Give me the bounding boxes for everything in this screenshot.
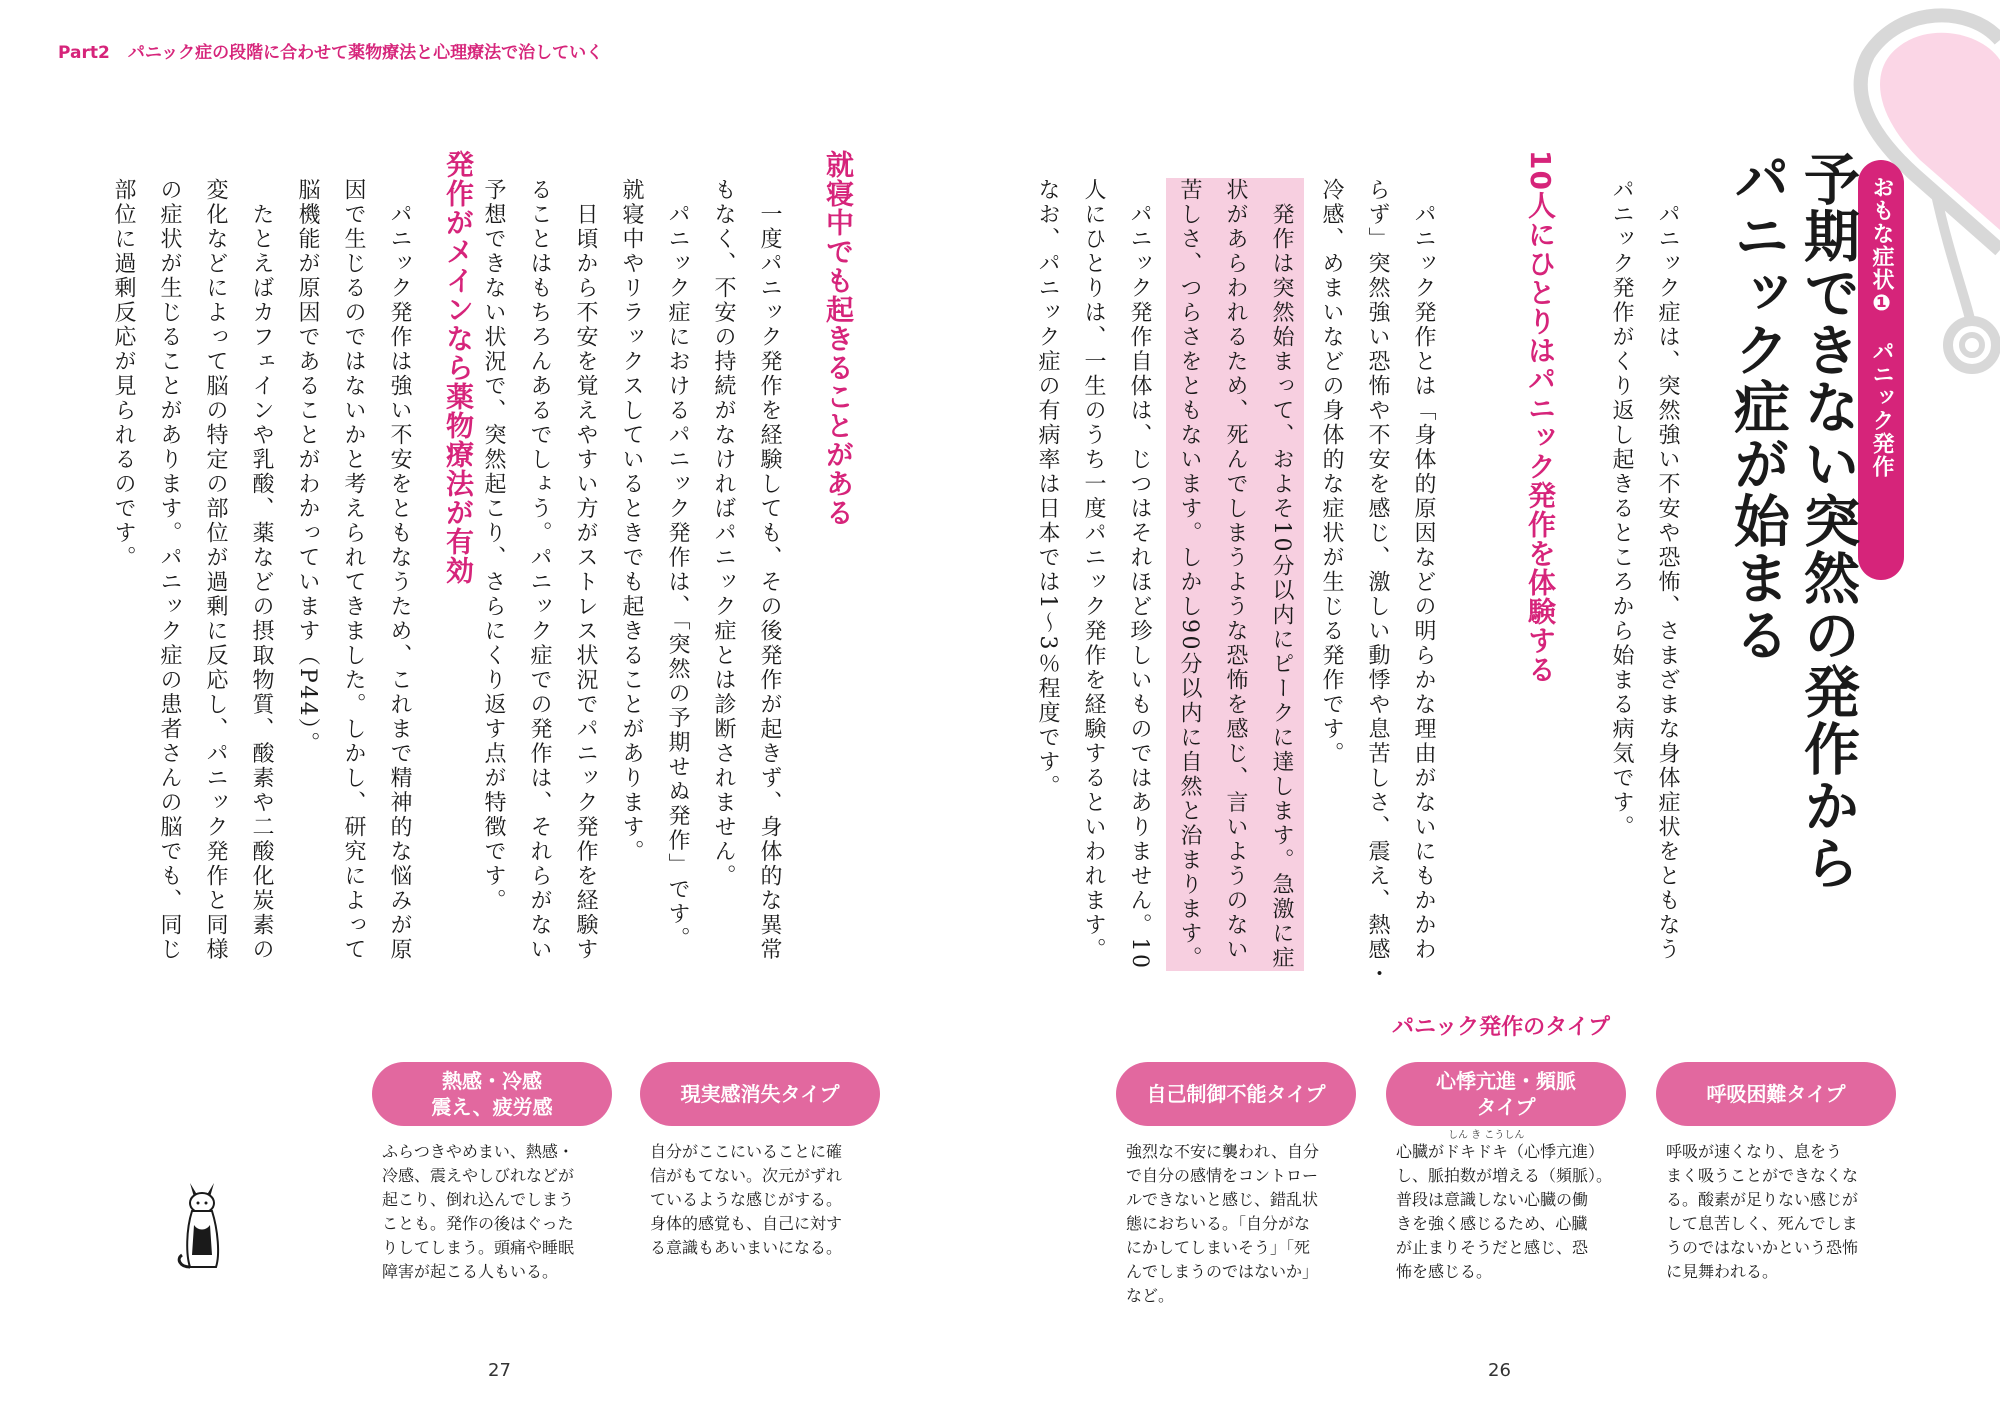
types-heading: パニック発作のタイプ [1392, 1015, 1611, 1040]
type-pill-breathing: 呼吸困難タイプ [1656, 1062, 1896, 1126]
type-pill-self-control: 自己制御不能タイプ [1116, 1062, 1356, 1126]
subheading-sleep: 就寝中でも起きることがある [822, 150, 855, 527]
type-pill-palpitation: 心悸亢進・頻脈 タイプ [1386, 1062, 1626, 1126]
page-number-left: 27 [488, 1360, 511, 1381]
page-title [1722, 150, 1862, 891]
page-number-right: 26 [1488, 1360, 1511, 1381]
type-desc-palpitation: 心臓がドキドキ（心悸亢進） し、脈拍数が増える（頻脈）。 普段は意識しない心臓の働 きを強く感じるため、心臓 が止まりそうだと感じ、恐 怖を感じる。 [1396, 1142, 1613, 1281]
symptom-badge-label: おもな症状❶ パニック発作 [1869, 176, 1894, 478]
subheading-experience: 10人にひとりはパニック発作を体験する [1524, 150, 1557, 684]
type-desc-derealization: 自分がここにいることに確 信がもてない。次元がずれ ているような感じがする。 身体的感覚も、自己に対す る意識もあいまいになる。 [650, 1142, 843, 1257]
type-desc-breathing: 呼吸が速くなり、息をう まく吸うことができなくな る。酸素が足りない感じが して息苦しく、死んでしま うのではないかという恐怖 に見舞われる。 [1666, 1142, 1859, 1281]
prevalence-paragraph: パニック発作自体は、じつはそれほど珍しいものではありません。10 人にひとりは、一生のうち一度パニック発作を経験するといわれます。 なお、パニック症の有病率は日本では1〜3％程度です。 [1035, 178, 1152, 971]
definition-paragraph: パニック発作とは「身体的原因などの明らかな理由がないにもかかわ らず」突然強い恐怖や不安を感じ、激しい動悸や息苦しさ、震え、熱感・ 冷感、めまいなどの身体的な症状が生じる発作です。 [1319, 178, 1436, 987]
type-desc-heat: ふらつきやめまい、熱感・ 冷感、震えやしびれなどが 起こり、倒れ込んでしまう ことも。発作の後はぐった りしてしまう。頭痛や睡眠 障害が起こる人もいる。 [382, 1142, 575, 1281]
symptom-badge [1858, 160, 1904, 580]
type-desc-self-control: 強烈な不安に襲われ、自分 で自分の感情をコントロー ルできないと感じ、錯乱状 態におちいる。「自分がな にかしてしまいそう」「死 んでしまうのではないか」 など。 [1126, 1142, 1319, 1305]
highlighted-paragraph: 発作は突然始まって、およそ10分以内にピークに達します。急激に症 状があらわれるため、死んでしまうような恐怖を感じ、言いようのない 苦しさ、つらさをともないます。しかし90分以内に自然と治まります。 [1166, 178, 1304, 971]
ruby-annotation: しん き こうしん [1448, 1130, 1525, 1141]
intro-paragraph: パニック症は、突然強い不安や恐怖、さまざまな身体症状をともなう パニック発作がくり返し起きるところから始まる病気です。 [1609, 178, 1680, 962]
part-label: Part2 [58, 43, 110, 63]
type-pill-heat: 熱感・冷感 震え、疲労感 [372, 1062, 612, 1126]
sleep-paragraph: 一度パニック発作を経験しても、その後発作が起きず、身体的な異常 もなく、不安の持続がなければパニック症とは診断されません。 パニック症におけるパニック発作は、「突然の予期せぬ発作」です。 就寝中やリラックスしているときでも起きることがあります。 日頃から不安を覚えやすい方がストレス状況でパニック発作を経験す ることはもちろんあるでしょう。パニック症での発作は、それらがない 予想できない状況で、突然起こり、さらにくり返す点が特徴です。 [481, 178, 782, 962]
running-header [58, 38, 603, 63]
title-line-2: パニック症が始まる [1725, 150, 1790, 663]
type-pill-derealization: 現実感消失タイプ [640, 1062, 880, 1126]
cat-illustration-icon [172, 1175, 232, 1275]
chapter-title: パニック症の段階に合わせて薬物療法と心理療法で治していく [127, 43, 604, 63]
title-line-1: 予期できない突然の発作から [1795, 150, 1860, 891]
subheading-medication: 発作がメインなら薬物療法が有効 [442, 150, 475, 585]
medication-paragraph: パニック発作は強い不安をともなうため、これまで精神的な悩みが原 因で生じるのではないかと考えられてきました。しかし、研究によって 脳機能が原因であることがわかっています（P44）。 たとえばカフェインや乳酸、薬などの摂取物質、酸素や二酸化炭素の 変化などによって脳の特定の部位が過剰に反応し、パニック発作と同様 の症状が生じることがあります。パニック症の患者さんの脳でも、同じ 部位に過剰反応が見られるのです。 [111, 178, 412, 962]
